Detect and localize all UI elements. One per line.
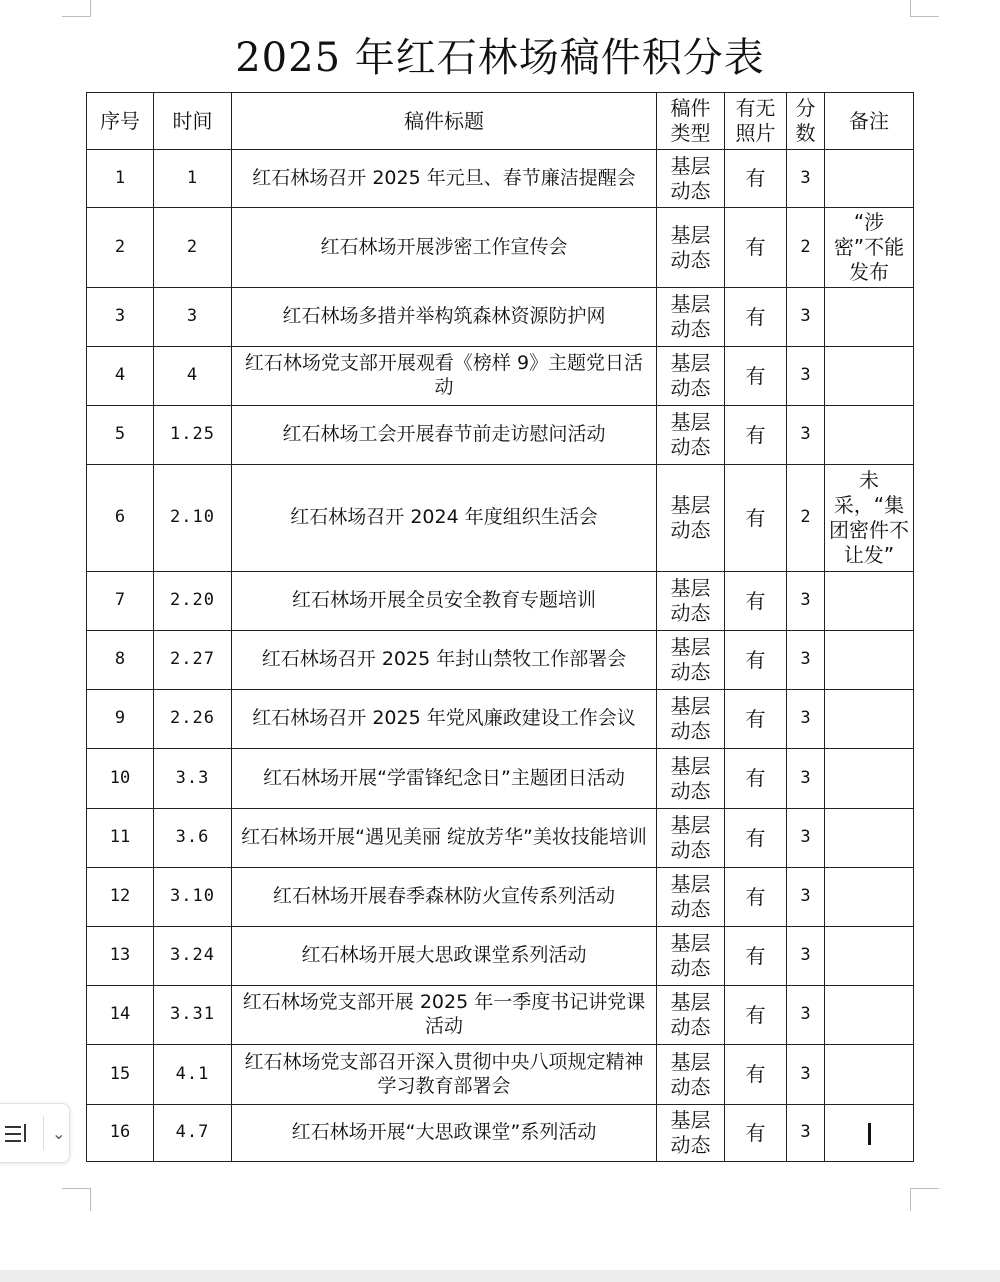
- cell-score[interactable]: 3: [787, 986, 825, 1045]
- cell-type[interactable]: 基层动态: [657, 927, 725, 986]
- cell-title[interactable]: 红石林场召开 2025 年元旦、春节廉洁提醒会: [232, 150, 657, 208]
- cell-seq[interactable]: 12: [87, 868, 154, 927]
- cell-remark[interactable]: [825, 1105, 914, 1162]
- text-cursor: [868, 1123, 871, 1145]
- cell-score[interactable]: 3: [787, 809, 825, 868]
- cell-time[interactable]: 1.25: [154, 406, 232, 465]
- table-row: [87, 208, 914, 288]
- cell-seq[interactable]: 1: [87, 150, 154, 208]
- cell-title[interactable]: 红石林场党支部开展观看《榜样 9》主题党日活动: [232, 347, 657, 406]
- document-title[interactable]: 2025 年红石林场稿件积分表: [235, 35, 765, 81]
- table-row: [87, 809, 914, 868]
- cell-seq[interactable]: 4: [87, 347, 154, 406]
- cell-title[interactable]: 红石林场开展大思政课堂系列活动: [232, 927, 657, 986]
- cell-score[interactable]: 3: [787, 406, 825, 465]
- cell-score[interactable]: 3: [787, 572, 825, 631]
- cell-photo[interactable]: 有: [725, 986, 787, 1045]
- cell-type[interactable]: 基层动态: [657, 631, 725, 690]
- cell-remark[interactable]: [825, 288, 914, 347]
- cell-remark[interactable]: [825, 809, 914, 868]
- cell-remark[interactable]: [825, 927, 914, 986]
- cell-type[interactable]: 基层动态: [657, 690, 725, 749]
- cell-photo[interactable]: 有: [725, 288, 787, 347]
- cell-seq[interactable]: 5: [87, 406, 154, 465]
- cell-title[interactable]: 红石林场开展全员安全教育专题培训: [232, 572, 657, 631]
- cell-time[interactable]: 4.7: [154, 1105, 232, 1162]
- chevron-down-icon[interactable]: ⌄: [52, 1123, 66, 1143]
- cell-remark[interactable]: 未采，“集团密件不让发”: [825, 465, 914, 572]
- page-gap: [0, 1270, 1000, 1282]
- cell-title[interactable]: 红石林场开展“学雷锋纪念日”主题团日活动: [232, 749, 657, 809]
- cell-score[interactable]: 3: [787, 1045, 825, 1105]
- cell-seq[interactable]: 3: [87, 288, 154, 347]
- cell-photo[interactable]: 有: [725, 572, 787, 631]
- margin-corner-top-left: [62, 0, 91, 17]
- table-row: [87, 690, 914, 749]
- cell-time[interactable]: 3.31: [154, 986, 232, 1045]
- cell-type[interactable]: 基层动态: [657, 749, 725, 809]
- table-row: [87, 749, 914, 809]
- cell-remark[interactable]: [825, 749, 914, 809]
- cell-title[interactable]: 红石林场开展“遇见美丽 绽放芳华”美妆技能培训: [232, 809, 657, 868]
- cell-seq[interactable]: 10: [87, 749, 154, 809]
- table-row: [87, 572, 914, 631]
- cell-title[interactable]: 红石林场工会开展春节前走访慰问活动: [232, 406, 657, 465]
- cell-score[interactable]: 2: [787, 208, 825, 288]
- cell-score[interactable]: 3: [787, 150, 825, 208]
- cell-type[interactable]: 基层动态: [657, 465, 725, 572]
- header-seq[interactable]: 序号: [87, 93, 154, 150]
- header-type[interactable]: 稿件类型: [657, 93, 725, 150]
- cell-score[interactable]: 3: [787, 690, 825, 749]
- cell-title[interactable]: 红石林场开展春季森林防火宣传系列活动: [232, 868, 657, 927]
- cell-seq[interactable]: 14: [87, 986, 154, 1045]
- cell-score[interactable]: 3: [787, 927, 825, 986]
- cell-title[interactable]: 红石林场党支部开展 2025 年一季度书记讲党课活动: [232, 986, 657, 1045]
- cell-remark[interactable]: [825, 406, 914, 465]
- cell-time[interactable]: 2.10: [154, 465, 232, 572]
- cell-remark[interactable]: [825, 347, 914, 406]
- cell-time[interactable]: 2.26: [154, 690, 232, 749]
- cell-remark[interactable]: [825, 572, 914, 631]
- cell-time[interactable]: 2: [154, 208, 232, 288]
- cell-photo[interactable]: 有: [725, 868, 787, 927]
- cell-time[interactable]: 3: [154, 288, 232, 347]
- table-row: [87, 631, 914, 690]
- table-row: [87, 465, 914, 572]
- cell-photo[interactable]: 有: [725, 927, 787, 986]
- cell-seq[interactable]: 6: [87, 465, 154, 572]
- cell-type[interactable]: 基层动态: [657, 208, 725, 288]
- cell-time[interactable]: 3.24: [154, 927, 232, 986]
- cell-time[interactable]: 1: [154, 150, 232, 208]
- cell-score[interactable]: 3: [787, 749, 825, 809]
- table-row: [87, 347, 914, 406]
- header-row: [87, 93, 914, 150]
- cell-photo[interactable]: 有: [725, 690, 787, 749]
- cell-type[interactable]: 基层动态: [657, 986, 725, 1045]
- cell-title[interactable]: 红石林场多措并举构筑森林资源防护网: [232, 288, 657, 347]
- floating-outline-widget[interactable]: [0, 1103, 70, 1163]
- table-row: [87, 868, 914, 927]
- cell-type[interactable]: 基层动态: [657, 572, 725, 631]
- widget-divider: [43, 1116, 44, 1150]
- cell-seq[interactable]: 15: [87, 1045, 154, 1105]
- cell-score[interactable]: 3: [787, 347, 825, 406]
- cell-photo[interactable]: 有: [725, 1105, 787, 1162]
- header-score[interactable]: 分数: [787, 93, 825, 150]
- cell-seq[interactable]: 16: [87, 1105, 154, 1162]
- cell-score[interactable]: 2: [787, 465, 825, 572]
- cell-photo[interactable]: 有: [725, 347, 787, 406]
- margin-corner-bottom-left: [62, 1188, 91, 1211]
- cell-remark[interactable]: [825, 690, 914, 749]
- table-row: [87, 406, 914, 465]
- cell-remark[interactable]: [825, 986, 914, 1045]
- score-table[interactable]: [86, 92, 914, 1162]
- cell-time[interactable]: 3.6: [154, 809, 232, 868]
- cell-type[interactable]: 基层动态: [657, 347, 725, 406]
- cell-time[interactable]: 4.1: [154, 1045, 232, 1105]
- table-row: [87, 288, 914, 347]
- cell-seq[interactable]: 7: [87, 572, 154, 631]
- header-photo[interactable]: 有无照片: [725, 93, 787, 150]
- cell-type[interactable]: 基层动态: [657, 406, 725, 465]
- table-row: [87, 1105, 914, 1162]
- header-title[interactable]: 稿件标题: [232, 93, 657, 150]
- cell-time[interactable]: 4: [154, 347, 232, 406]
- table-row: [87, 927, 914, 986]
- cell-remark[interactable]: [825, 631, 914, 690]
- cell-remark[interactable]: “涉密”不能发布: [825, 208, 914, 288]
- cell-time[interactable]: 2.27: [154, 631, 232, 690]
- cell-photo[interactable]: 有: [725, 631, 787, 690]
- cell-score[interactable]: 3: [787, 288, 825, 347]
- header-time[interactable]: 时间: [154, 93, 232, 150]
- cell-title[interactable]: 红石林场召开 2024 年度组织生活会: [232, 465, 657, 572]
- cell-type[interactable]: 基层动态: [657, 288, 725, 347]
- cell-title[interactable]: 红石林场开展“大思政课堂”系列活动: [232, 1105, 657, 1162]
- cell-title[interactable]: 红石林场召开 2025 年封山禁牧工作部署会: [232, 631, 657, 690]
- cell-photo[interactable]: 有: [725, 1045, 787, 1105]
- cell-remark[interactable]: [825, 150, 914, 208]
- cell-seq[interactable]: 2: [87, 208, 154, 288]
- cell-seq[interactable]: 13: [87, 927, 154, 986]
- list-icon[interactable]: [5, 1118, 35, 1148]
- cell-seq[interactable]: 8: [87, 631, 154, 690]
- cell-photo[interactable]: 有: [725, 809, 787, 868]
- table-row: [87, 150, 914, 208]
- cell-type[interactable]: 基层动态: [657, 809, 725, 868]
- cell-photo[interactable]: 有: [725, 465, 787, 572]
- cell-type[interactable]: 基层动态: [657, 1045, 725, 1105]
- cell-title[interactable]: 红石林场开展涉密工作宣传会: [232, 208, 657, 288]
- cell-photo[interactable]: 有: [725, 150, 787, 208]
- cell-remark[interactable]: [825, 868, 914, 927]
- cell-time[interactable]: 3.10: [154, 868, 232, 927]
- cell-type[interactable]: 基层动态: [657, 150, 725, 208]
- cell-remark[interactable]: [825, 1045, 914, 1105]
- cell-type[interactable]: 基层动态: [657, 1105, 725, 1162]
- cell-seq[interactable]: 11: [87, 809, 154, 868]
- cell-seq[interactable]: 9: [87, 690, 154, 749]
- cell-time[interactable]: 3.3: [154, 749, 232, 809]
- cell-title[interactable]: 红石林场召开 2025 年党风廉政建设工作会议: [232, 690, 657, 749]
- cell-photo[interactable]: 有: [725, 406, 787, 465]
- cell-title[interactable]: 红石林场党支部召开深入贯彻中央八项规定精神学习教育部署会: [232, 1045, 657, 1105]
- margin-corner-top-right: [910, 0, 939, 17]
- cell-photo[interactable]: 有: [725, 208, 787, 288]
- header-remark[interactable]: 备注: [825, 93, 914, 150]
- table-row: [87, 986, 914, 1045]
- cell-photo[interactable]: 有: [725, 749, 787, 809]
- cell-type[interactable]: 基层动态: [657, 868, 725, 927]
- table-row: [87, 1045, 914, 1105]
- cell-score[interactable]: 3: [787, 631, 825, 690]
- margin-corner-bottom-right: [910, 1188, 939, 1211]
- cell-time[interactable]: 2.20: [154, 572, 232, 631]
- cell-score[interactable]: 3: [787, 1105, 825, 1162]
- cell-score[interactable]: 3: [787, 868, 825, 927]
